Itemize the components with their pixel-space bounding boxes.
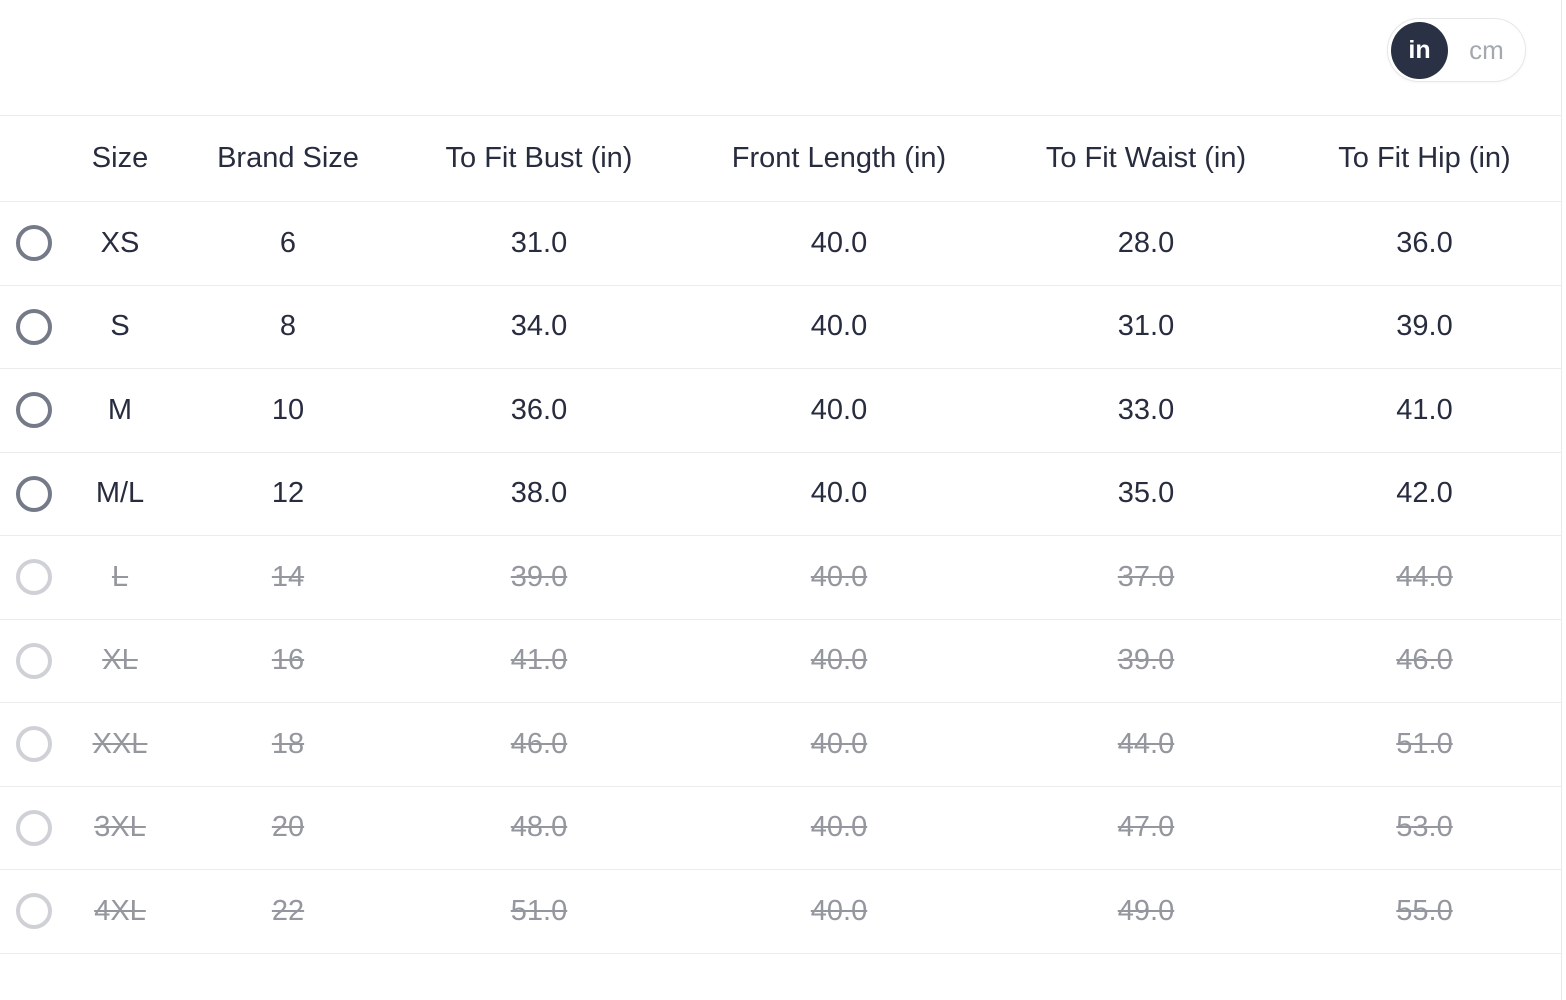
cell-size: 3XL xyxy=(94,811,146,844)
header-brand-size: Brand Size xyxy=(217,142,359,174)
cell-to-fit-bust: 31.0 xyxy=(510,226,568,259)
radio-cell xyxy=(0,643,68,679)
cell-to-fit-hip: 36.0 xyxy=(1396,226,1453,259)
unit-toggle[interactable] xyxy=(1387,18,1526,82)
radio-cell xyxy=(0,309,68,345)
cell-brand-size: 14 xyxy=(271,560,305,593)
cell-brand-size: 20 xyxy=(271,811,305,844)
cell-front-length: 40.0 xyxy=(810,894,868,927)
scrollbar-gutter[interactable] xyxy=(1561,0,1566,1000)
cell-to-fit-bust: 46.0 xyxy=(510,727,568,760)
table-row[interactable] xyxy=(0,870,1561,954)
cell-front-length: 40.0 xyxy=(810,727,868,760)
cell-to-fit-bust: 36.0 xyxy=(510,393,568,426)
cell-front-length: 40.0 xyxy=(810,644,868,677)
size-radio-icon[interactable] xyxy=(16,726,52,762)
size-radio-icon[interactable] xyxy=(16,309,52,345)
cell-to-fit-bust: 38.0 xyxy=(510,477,568,510)
cell-front-length: 40.0 xyxy=(810,811,868,844)
size-radio-icon[interactable] xyxy=(16,225,52,261)
cell-to-fit-waist: 39.0 xyxy=(1117,644,1175,677)
cell-to-fit-hip: 51.0 xyxy=(1396,727,1453,760)
radio-cell xyxy=(0,225,68,261)
table-row[interactable] xyxy=(0,453,1561,537)
cell-to-fit-hip: 42.0 xyxy=(1396,477,1453,510)
size-radio-icon[interactable] xyxy=(16,476,52,512)
size-radio-icon[interactable] xyxy=(16,643,52,679)
cell-to-fit-hip: 46.0 xyxy=(1396,644,1453,677)
cell-front-length: 40.0 xyxy=(810,310,868,343)
cell-brand-size: 12 xyxy=(271,477,305,510)
cell-to-fit-hip: 44.0 xyxy=(1396,560,1453,593)
cell-to-fit-waist: 35.0 xyxy=(1117,477,1175,510)
cell-to-fit-bust: 39.0 xyxy=(510,560,568,593)
table-body xyxy=(0,202,1561,954)
cell-to-fit-hip: 55.0 xyxy=(1396,894,1453,927)
size-radio-icon[interactable] xyxy=(16,559,52,595)
table-row[interactable] xyxy=(0,286,1561,370)
table-row[interactable] xyxy=(0,703,1561,787)
header-to-fit-hip: To Fit Hip (in) xyxy=(1338,142,1511,174)
cell-to-fit-bust: 41.0 xyxy=(510,644,568,677)
cell-size: 4XL xyxy=(94,894,146,927)
cell-front-length: 40.0 xyxy=(810,226,868,259)
cell-brand-size: 22 xyxy=(271,894,305,927)
radio-cell xyxy=(0,893,68,929)
cell-size: XS xyxy=(100,226,140,259)
header-size: Size xyxy=(91,142,149,174)
cell-size: M xyxy=(107,393,133,426)
radio-cell xyxy=(0,392,68,428)
header-to-fit-waist: To Fit Waist (in) xyxy=(1045,142,1247,174)
unit-option-in[interactable]: in xyxy=(1391,22,1448,79)
radio-cell xyxy=(0,559,68,595)
cell-to-fit-hip: 41.0 xyxy=(1396,393,1453,426)
radio-cell xyxy=(0,726,68,762)
cell-front-length: 40.0 xyxy=(810,393,868,426)
cell-to-fit-waist: 37.0 xyxy=(1117,560,1175,593)
cell-to-fit-waist: 33.0 xyxy=(1117,393,1175,426)
cell-front-length: 40.0 xyxy=(810,477,868,510)
cell-brand-size: 10 xyxy=(271,393,305,426)
cell-to-fit-waist: 28.0 xyxy=(1117,226,1175,259)
cell-front-length: 40.0 xyxy=(810,560,868,593)
cell-size: S xyxy=(110,310,130,343)
table-row[interactable] xyxy=(0,202,1561,286)
cell-size: L xyxy=(111,560,129,593)
cell-brand-size: 18 xyxy=(271,727,305,760)
table-row[interactable] xyxy=(0,620,1561,704)
cell-to-fit-waist: 31.0 xyxy=(1117,310,1175,343)
size-radio-icon[interactable] xyxy=(16,893,52,929)
table-row[interactable] xyxy=(0,536,1561,620)
header-front-length: Front Length (in) xyxy=(731,142,947,174)
cell-to-fit-hip: 53.0 xyxy=(1396,811,1453,844)
cell-brand-size: 8 xyxy=(279,310,297,343)
cell-to-fit-waist: 47.0 xyxy=(1117,811,1175,844)
radio-cell xyxy=(0,810,68,846)
cell-to-fit-bust: 48.0 xyxy=(510,811,568,844)
header-to-fit-bust: To Fit Bust (in) xyxy=(445,142,633,174)
cell-to-fit-bust: 51.0 xyxy=(510,894,568,927)
table-header-row xyxy=(0,115,1561,202)
table-row[interactable] xyxy=(0,787,1561,871)
cell-size: M/L xyxy=(95,477,145,510)
radio-cell xyxy=(0,476,68,512)
cell-to-fit-hip: 39.0 xyxy=(1396,310,1453,343)
cell-to-fit-bust: 34.0 xyxy=(510,310,568,343)
cell-to-fit-waist: 49.0 xyxy=(1117,894,1175,927)
unit-option-cm[interactable]: cm xyxy=(1469,34,1504,65)
cell-brand-size: 6 xyxy=(279,226,297,259)
cell-brand-size: 16 xyxy=(271,644,305,677)
size-radio-icon[interactable] xyxy=(16,392,52,428)
cell-size: XXL xyxy=(92,727,148,760)
table-row[interactable] xyxy=(0,369,1561,453)
cell-size: XL xyxy=(102,644,138,677)
top-bar xyxy=(0,0,1561,115)
cell-to-fit-waist: 44.0 xyxy=(1117,727,1175,760)
size-radio-icon[interactable] xyxy=(16,810,52,846)
